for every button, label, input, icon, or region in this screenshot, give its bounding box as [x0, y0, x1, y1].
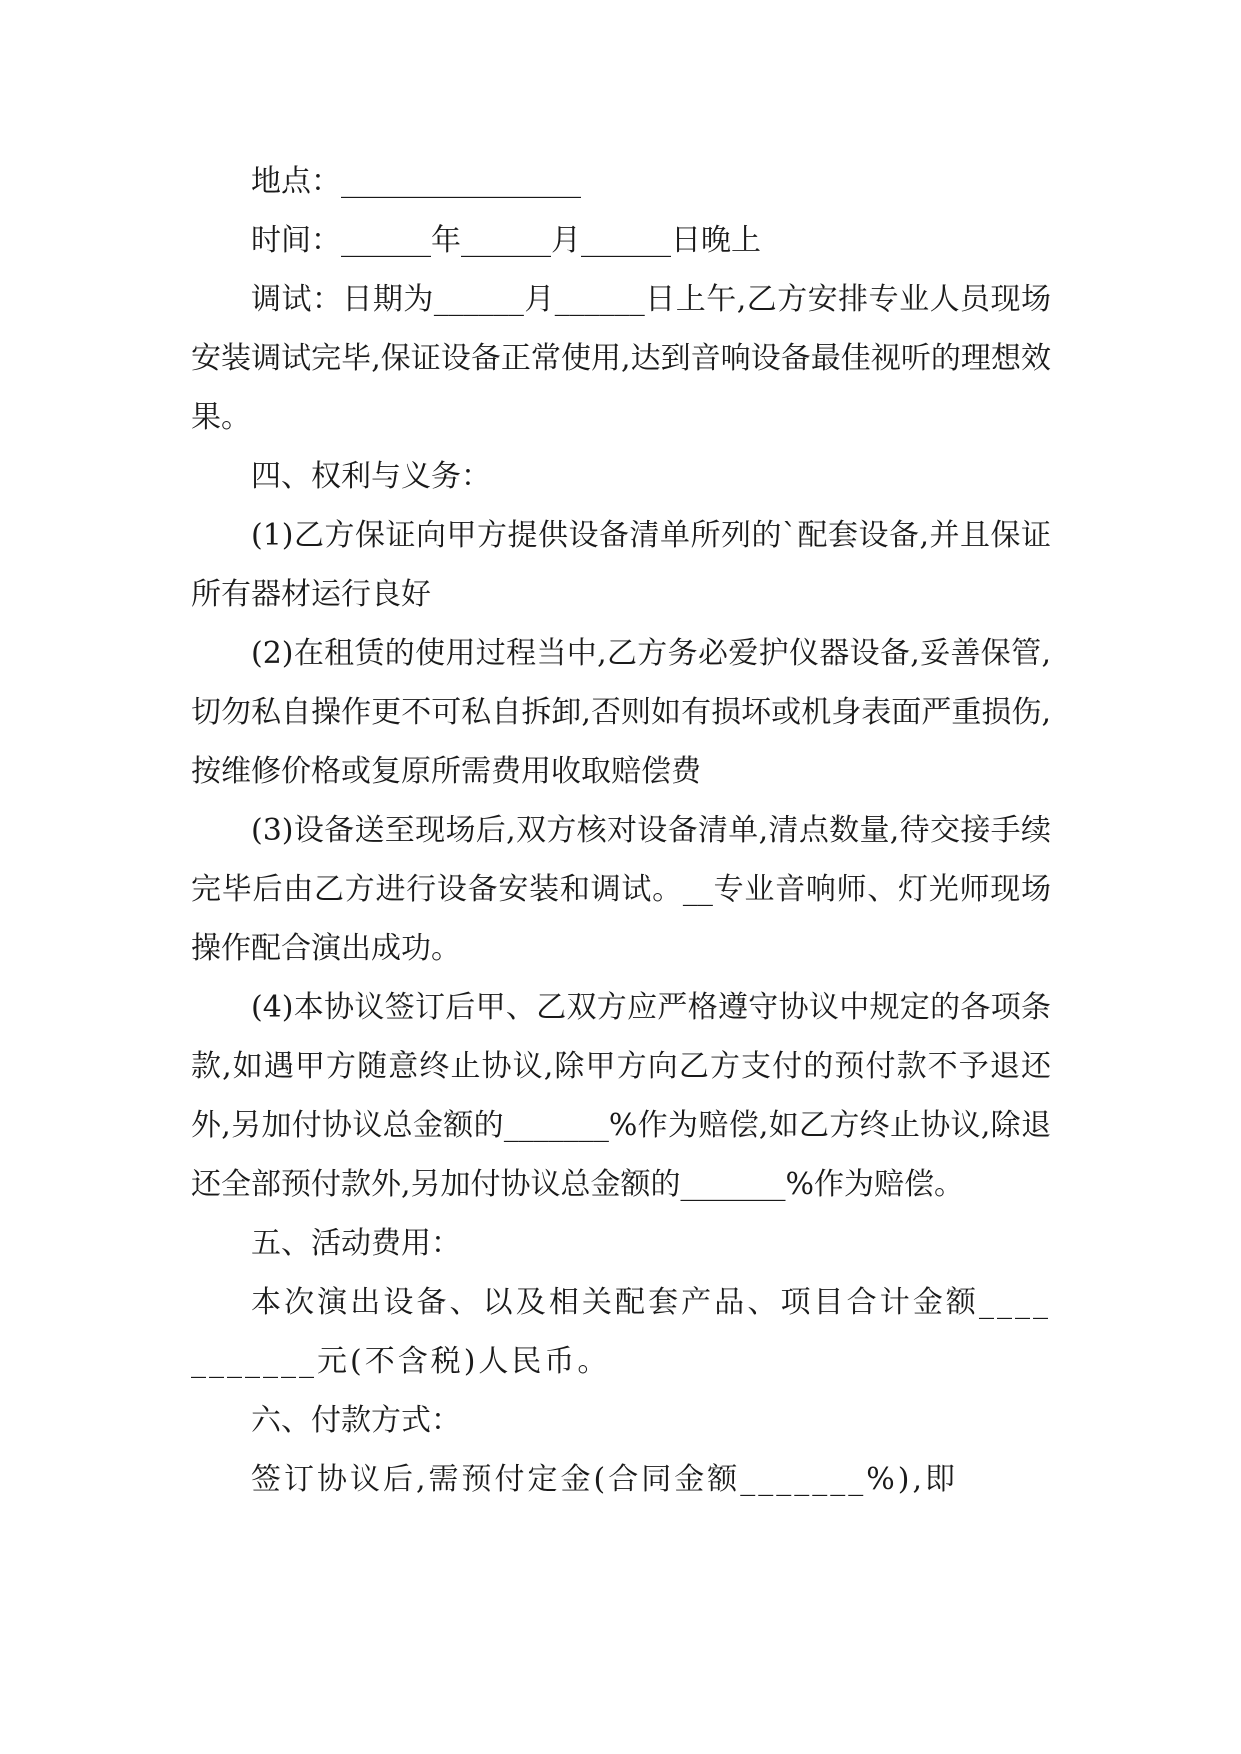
section-heading-rights: 四、权利与义务：: [251, 459, 491, 494]
clause-4: (4)本协议签订后甲、乙双方应严格遵守协议中规定的各项条款,如遇甲方随意终止协议,除甲方向乙方支付的预付款不予退还外,另加付协议总金额的_______%作为赔偿,如乙方终止协议,除退还全部预付款外,另加付协议总金额的_______%作为赔偿。: [191, 990, 1051, 1202]
fees-paragraph: 本次演出设备、以及相关配套产品、项目合计金额___________元(不含税)人民币。: [191, 1285, 1051, 1379]
clause-3: (3)设备送至现场后,双方核对设备清单,清点数量,待交接手续完毕后由乙方进行设备安装和调试。__专业音响师、灯光师现场操作配合演出成功。: [191, 813, 1051, 966]
payment-paragraph: 签订协议后,需预付定金(合同金额_______%),即: [251, 1462, 958, 1497]
document-body: [191, 152, 1051, 1509]
clause-1: (1)乙方保证向甲方提供设备清单所列的`配套设备,并且保证所有器材运行良好: [191, 518, 1051, 612]
clause-2: (2)在租赁的使用过程当中,乙方务必爱护仪器设备,妥善保管,切勿私自操作更不可私自拆卸,否则如有损坏或机身表面严重损伤,按维修价格或复原所需费用收取赔偿费: [191, 636, 1051, 789]
time-line: 时间：______年______月______日晚上: [251, 223, 761, 258]
section-heading-fees: 五、活动费用：: [251, 1226, 461, 1261]
section-heading-payment: 六、付款方式：: [251, 1403, 461, 1438]
debug-paragraph: 调试：日期为______月______日上午,乙方安排专业人员现场安装调试完毕,保证设备正常使用,达到音响设备最佳视听的理想效果。: [191, 282, 1051, 435]
location-line: 地点：________________: [251, 164, 581, 199]
